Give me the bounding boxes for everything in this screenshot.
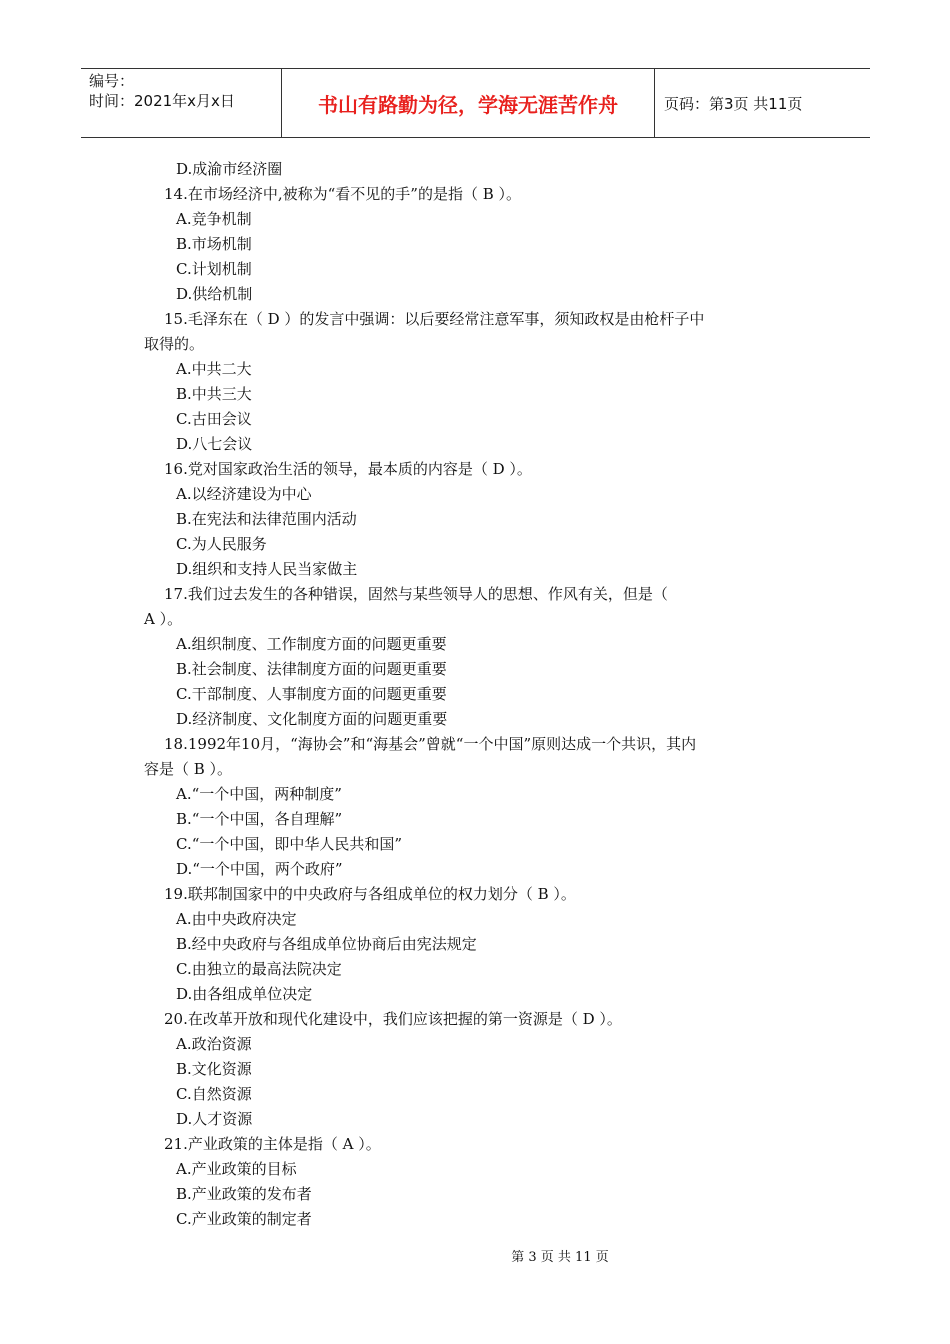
option-line: D.经济制度、文化制度方面的问题更重要 bbox=[176, 710, 448, 728]
header-motto: 书山有路勤为径，学海无涯苦作舟 bbox=[282, 69, 655, 137]
option-line: C.自然资源 bbox=[176, 1085, 252, 1103]
question-line: 14.在市场经济中,被称为“看不见的手”的是指（ B ）。 bbox=[164, 185, 522, 203]
option-line: B.文化资源 bbox=[176, 1060, 252, 1078]
document-number-label: 编号： bbox=[89, 72, 135, 90]
option-line: C.产业政策的制定者 bbox=[176, 1210, 312, 1228]
option-line: B.“一个中国，各自理解” bbox=[176, 810, 343, 828]
option-line: B.社会制度、法律制度方面的问题更重要 bbox=[176, 660, 447, 678]
option-line: A.政治资源 bbox=[176, 1035, 252, 1053]
question-line: 20.在改革开放和现代化建设中，我们应该把握的第一资源是（ D ）。 bbox=[164, 1010, 622, 1028]
question-line: 16.党对国家政治生活的领导，最本质的内容是（ D ）。 bbox=[164, 460, 532, 478]
option-line: D.组织和支持人民当家做主 bbox=[176, 560, 358, 578]
option-line: B.中共三大 bbox=[176, 385, 252, 403]
option-line: A.以经济建设为中心 bbox=[176, 485, 312, 503]
option-line: D.供给机制 bbox=[176, 285, 253, 303]
option-line: B.经中央政府与各组成单位协商后由宪法规定 bbox=[176, 935, 477, 953]
question-line: 19.联邦制国家中的中央政府与各组成单位的权力划分（ B ）。 bbox=[164, 885, 576, 903]
option-line: C.为人民服务 bbox=[176, 535, 267, 553]
page-header bbox=[81, 68, 870, 138]
option-line: A.产业政策的目标 bbox=[176, 1160, 297, 1178]
document-body bbox=[144, 157, 806, 1232]
option-line: C.干部制度、人事制度方面的问题更重要 bbox=[176, 685, 447, 703]
option-line: B.在宪法和法律范围内活动 bbox=[176, 510, 357, 528]
question-line: 17.我们过去发生的各种错误，固然与某些领导人的思想、作风有关，但是（ bbox=[164, 585, 668, 603]
question-line: 18.1992年10月，“海协会”和“海基会”曾就“一个中国”原则达成一个共识，其内 bbox=[164, 735, 697, 753]
option-line: A.“一个中国，两种制度” bbox=[176, 785, 342, 803]
option-line: B.产业政策的发布者 bbox=[176, 1185, 312, 1203]
question-line: 21.产业政策的主体是指（ A ）。 bbox=[164, 1135, 381, 1153]
option-line: C.由独立的最高法院决定 bbox=[176, 960, 342, 978]
option-line: D.八七会议 bbox=[176, 435, 253, 453]
header-meta bbox=[81, 69, 282, 137]
header-page-info: 页码：第3页 共11页 bbox=[664, 94, 803, 113]
continuation-line: A ）。 bbox=[144, 610, 183, 628]
option-line: A.由中央政府决定 bbox=[176, 910, 297, 928]
question-line: 15.毛泽东在（ D ）的发言中强调：以后要经常注意军事，须知政权是由枪杆子中 bbox=[164, 310, 705, 328]
option-line: A.中共二大 bbox=[176, 360, 252, 378]
page-footer: 第 3 页 共 11 页 bbox=[511, 1250, 609, 1265]
continuation-line: 容是（ B ）。 bbox=[144, 760, 233, 778]
continuation-line: 取得的。 bbox=[144, 335, 205, 353]
option-line: A.竞争机制 bbox=[176, 210, 252, 228]
document-date: 时间：2021年x月x日 bbox=[89, 92, 235, 110]
option-line: C.计划机制 bbox=[176, 260, 252, 278]
option-line: D.人才资源 bbox=[176, 1110, 253, 1128]
option-line: A.组织制度、工作制度方面的问题更重要 bbox=[176, 635, 447, 653]
option-line: D.“一个中国，两个政府” bbox=[176, 860, 343, 878]
option-line: C.“一个中国，即中华人民共和国” bbox=[176, 835, 403, 853]
option-line: D.由各组成单位决定 bbox=[176, 985, 313, 1003]
option-line: D.成渝市经济圈 bbox=[176, 160, 283, 178]
option-line: B.市场机制 bbox=[176, 235, 252, 253]
option-line: C.古田会议 bbox=[176, 410, 252, 428]
